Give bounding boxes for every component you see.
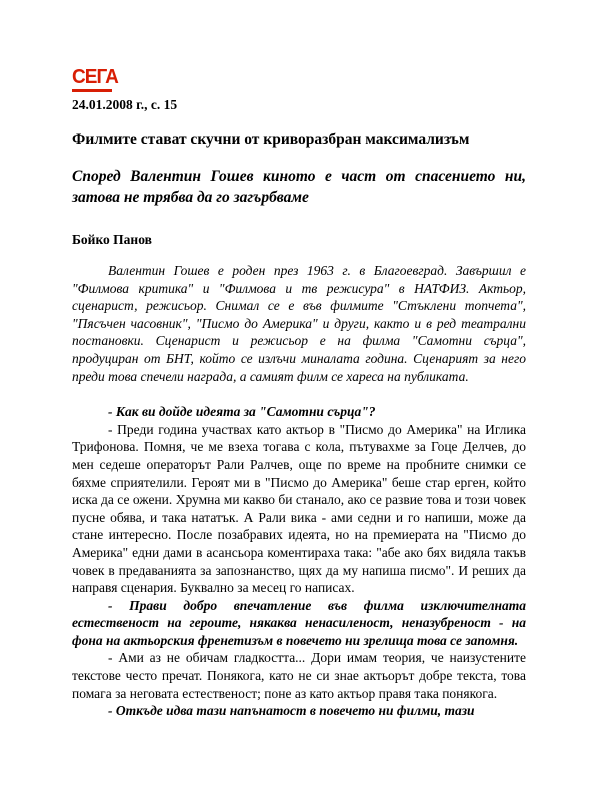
answer-1: - Преди година участвах като актьор в "Писмо до Америка" на Иглика Трифонова. Помня, че ме взеха тогава с кола, пътувахме за Гоце Делчев, до мен седеше операторът Рали Ралчев, още по време на пробните снимки се бяхме сприятелили. Героят ми в "Писмо до Америка" беше стар ерген, който иска да се ожени. Хрумна ми какво би станало, ако се развие това и този човек пусне обява, и така нататък. А Рали вика - ами седни и го напиши, може да стане интересно. После позабравих идеята, но на премиерата на "Писмо до Америка" едни дами в асансьора коментираха така: "абе ако бях видяла такъв човек в предаванията за запознанство, щях да му напиша писмо". И реших да направя сценария. Буквално за месец го написах.	[72, 421, 526, 596]
publication-date: 24.01.2008 г., с. 15	[72, 97, 178, 112]
sega-logo	[72, 66, 118, 96]
article-title: Филмите стават скучни от криворазбран максимализъм	[72, 131, 470, 148]
logo-text: СЕГА	[72, 66, 118, 88]
logo-underline	[72, 89, 112, 92]
question-1: - Как ви дойде идеята за "Самотни сърца"?	[108, 404, 376, 420]
question-2: - Прави добро впечатление във филма изключителната естественост на героите, някаква ненасиленост, неназубреност - на фона на актьорския френетизъм в повечето ни зрелища това се запомня.	[72, 597, 526, 648]
article-subtitle: Според Валентин Гошев киното е част от спасението ни, затова не трябва да го загърбваме	[72, 168, 526, 206]
article-page	[72, 66, 526, 720]
article-author: Бойко Панов	[72, 232, 152, 247]
intro-paragraph: Валентин Гошев е роден през 1963 г. в Благоевград. Завършил е "Филмова критика" и "Филмова и тв режисура" в НАТФИЗ. Актьор, сценарист, режисьор. Снимал се е във филмите "Стъклени топчета", "Пясъчен часовник", "Писмо до Америка" и други, както и в ред театрални постановки. Сценарист и режисьор е на филма "Самотни сърца", продуциран от БНТ, който се излъчи миналата година. Сценарият за него преди това спечели награда, а самият филм се хареса на публиката.	[72, 263, 526, 384]
question-3: - Откъде идва тази напънатост в повечето ни филми, тази	[108, 703, 475, 719]
answer-2: - Ами аз не обичам гладкостта... Дори имам теория, че наизустените текстове често пречат. Понякога, като не си знае актьорът добре текста, това помага за неговата естественост; поне аз като актьор правя така понякога.	[72, 650, 526, 701]
